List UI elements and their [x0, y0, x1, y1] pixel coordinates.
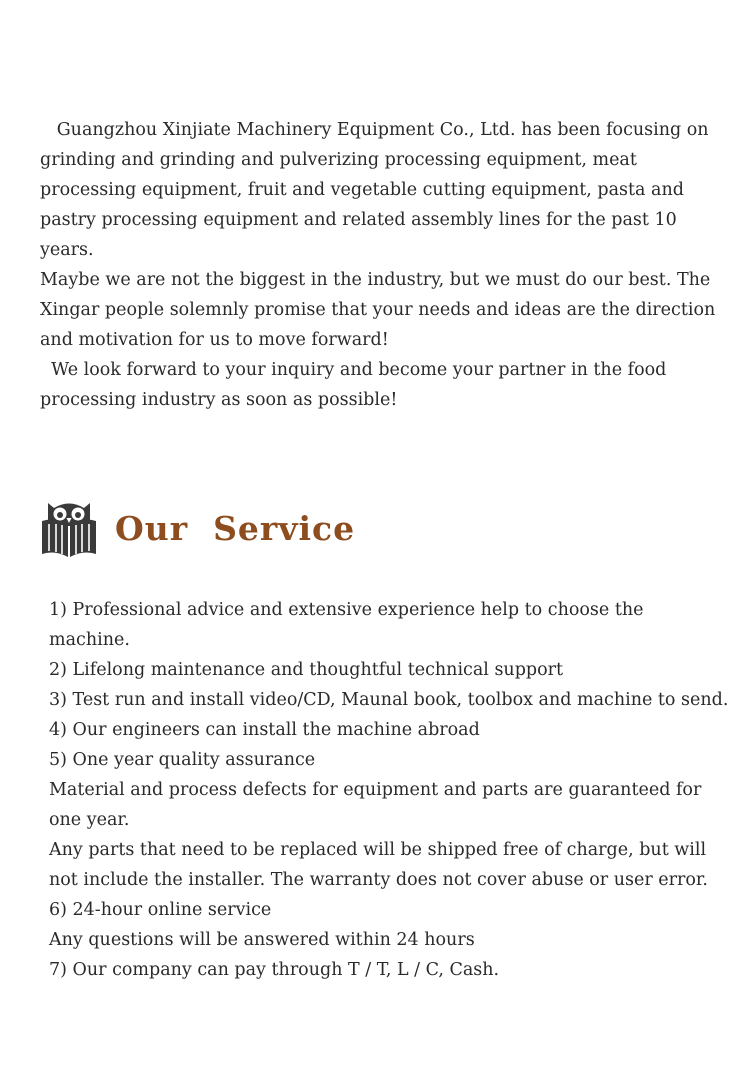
service-item: 6) 24-hour online service — [49, 900, 272, 920]
service-item: Any parts that need to be replaced will be shipped free of charge, but will not include the installer. The warranty does not cover abuse or user error. — [49, 840, 708, 890]
intro-paragraph: Maybe we are not the biggest in the industry, but we must do our best. The Xingar people solemnly promise that your needs and ideas are the direction and motivation for us to move forward! — [40, 270, 721, 350]
service-list — [49, 595, 729, 985]
service-item: 7) Our company can pay through T / T, L / C, Cash. — [49, 960, 500, 980]
owl-reading-book-icon — [40, 497, 98, 559]
service-item: 1) Professional advice and extensive experience help to choose the machine. — [49, 600, 644, 650]
intro-paragraph: Guangzhou Xinjiate Machinery Equipment Co., Ltd. has been focusing on grinding and grinding and pulverizing processing equipment, meat processing equipment, fruit and vegetable cutting equipment, pasta and pastry processing equipment and related assembly lines for the past 10 years. — [40, 120, 715, 260]
intro-paragraph: We look forward to your inquiry and become your partner in the food processing industry as soon as possible! — [40, 360, 672, 410]
service-item: 5) One year quality assurance — [49, 750, 316, 770]
service-item: Material and process defects for equipment and parts are guaranteed for one year. — [49, 780, 702, 830]
service-item: 4) Our engineers can install the machine abroad — [49, 720, 480, 740]
service-item: 3) Test run and install video/CD, Maunal book, toolbox and machine to send. — [49, 690, 729, 710]
service-item: Any questions will be answered within 24 hours — [49, 930, 475, 950]
our-service-heading — [40, 496, 355, 560]
section-title: Our Service — [115, 508, 356, 548]
service-item: 2) Lifelong maintenance and thoughtful technical support — [49, 660, 564, 680]
company-introduction — [40, 115, 730, 415]
